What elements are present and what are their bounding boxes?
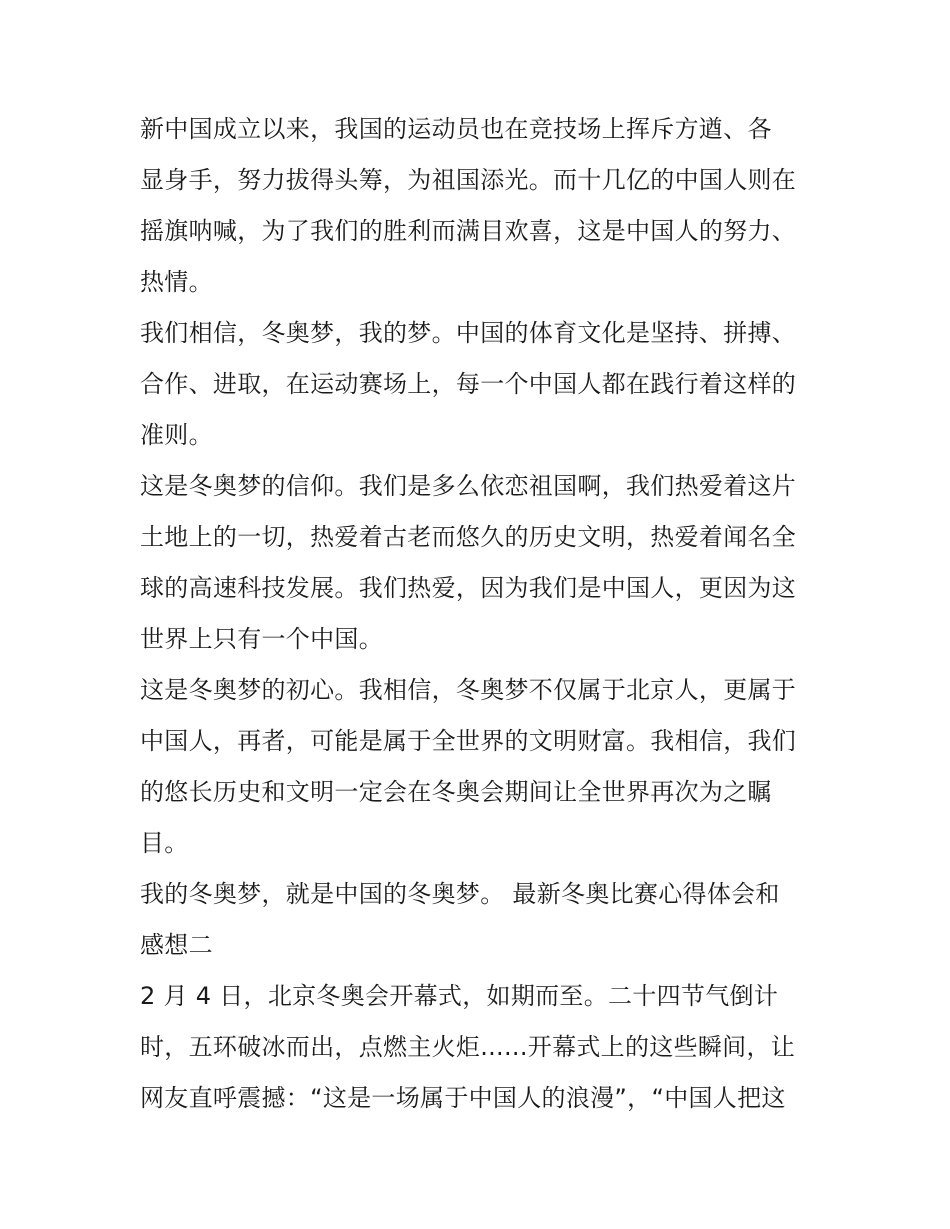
text-line: 合作、进取，在运动赛场上，每一个中国人都在践行着这样的 bbox=[140, 370, 797, 398]
text-line: 摇旗呐喊，为了我们的胜利而满目欢喜，这是中国人的努力、 bbox=[140, 217, 797, 245]
text-line: 这是冬奥梦的信仰。我们是多么依恋祖国啊，我们热爱着这片 bbox=[140, 472, 797, 500]
document-body bbox=[140, 104, 820, 1124]
text-line: 我们相信，冬奥梦，我的梦。中国的体育文化是坚持、拼搏、 bbox=[140, 319, 797, 347]
text-line: 新中国成立以来，我国的运动员也在竞技场上挥斥方遒、各 bbox=[140, 115, 772, 143]
text-line: 土地上的一切，热爱着古老而悠久的历史文明，热爱着闻名全 bbox=[140, 523, 797, 551]
text-line: 时，五环破冰而出，点燃主火炬......开幕式上的这些瞬间，让 bbox=[140, 1033, 796, 1061]
text-line: 热情。 bbox=[140, 268, 213, 296]
text-line: 目。 bbox=[140, 829, 189, 857]
text-line: 网友直呼震撼：“这是一场属于中国人的浪漫”，“中国人把这 bbox=[140, 1084, 786, 1112]
text-line: 球的高速科技发展。我们热爱，因为我们是中国人，更因为这 bbox=[140, 574, 797, 602]
text-line: 的悠长历史和文明一定会在冬奥会期间让全世界再次为之瞩 bbox=[140, 778, 772, 806]
text-line: 世界上只有一个中国。 bbox=[140, 625, 383, 653]
text-line: 中国人，再者，可能是属于全世界的文明财富。我相信，我们 bbox=[140, 727, 797, 755]
text-line: 准则。 bbox=[140, 421, 213, 449]
text-line: 2 月 4 日，北京冬奥会开幕式，如期而至。二十四节气倒计 bbox=[140, 982, 779, 1010]
text-line: 我的冬奥梦，就是中国的冬奥梦。 最新冬奥比赛心得体会和 bbox=[140, 880, 780, 908]
text-line: 感想二 bbox=[140, 931, 213, 959]
text-line: 显身手，努力拔得头筹，为祖国添光。而十几亿的中国人则在 bbox=[140, 166, 797, 194]
text-line: 这是冬奥梦的初心。我相信，冬奥梦不仅属于北京人，更属于 bbox=[140, 676, 797, 704]
